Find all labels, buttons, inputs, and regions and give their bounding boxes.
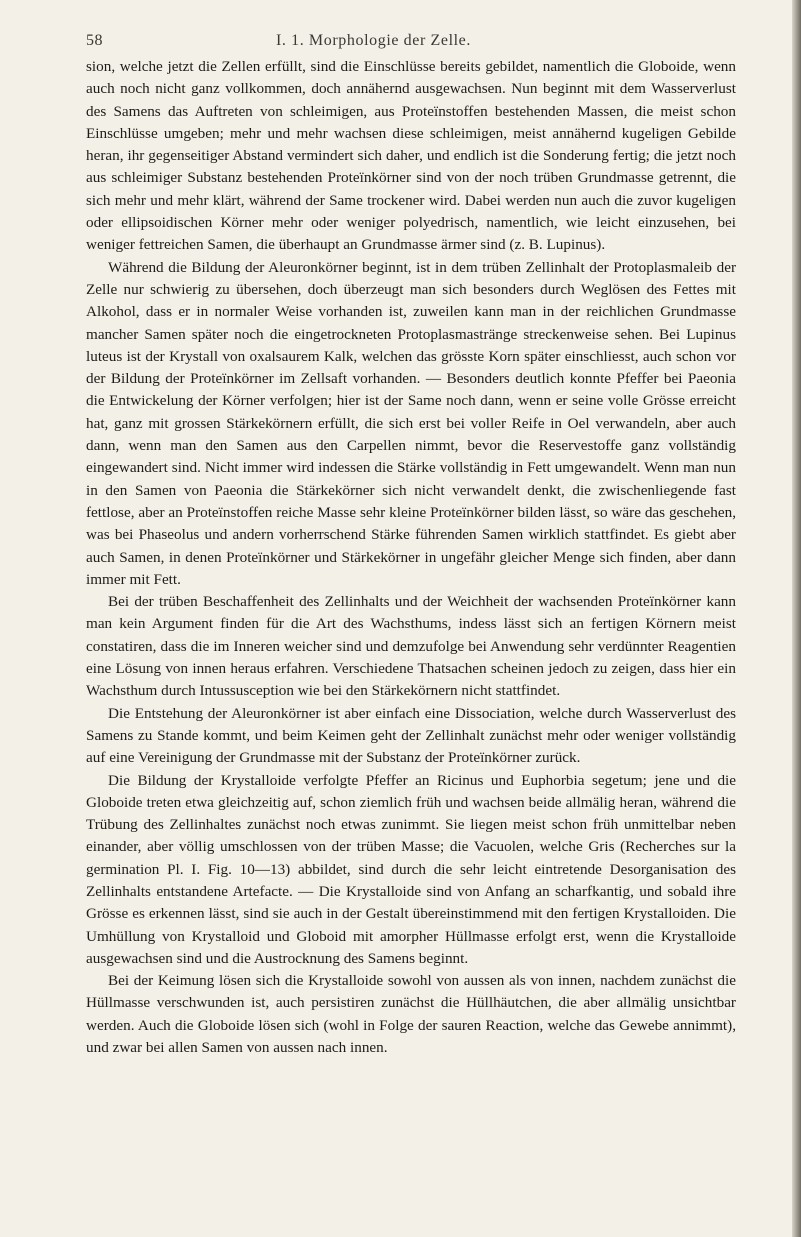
paragraph-6: Bei der Keimung lösen sich die Krystalloide sowohl von aussen als von innen, nachdem zunächst die Hüllmasse verschwunden ist, auch persistiren zunächst die Hüllhäutchen, die aber allmälig unsichtbar werden. Auch die Globoide lösen sich (wohl in Folge der sauren Reaction, welche das Gewebe annimmt), und zwar bei allen Samen von aussen nach innen. [86,972,736,1057]
paragraph-2: Während die Bildung der Aleuronkörner beginnt, ist in dem trüben Zellinhalt der Protoplasmaleib der Zelle nur schwierig zu übersehen, doch überzeugt man sich besonders durch Weglösen des Fettes mit Alkohol, dass er in normaler Weise vorhanden ist, zuweilen kann man in der reichlichen Grundmasse mancher Samen später noch die eingetrockneten Protoplasmastränge streckenweise sehen. Bei Lupinus luteus ist der Krystall von oxalsaurem Kalk, welchen das grösste Korn später einschliesst, auch schon vor der Bildung der Proteïnkörner im Zellsaft vorhanden. — Besonders deutlich konnte Pfeffer bei Paeonia die Entwickelung der Körner verfolgen; hier ist der Same noch dann, wenn er seine volle Grösse erreicht hat, ganz mit grossen Stärkekörnern erfüllt, die sich erst bei voller Reife in Oel verwandeln, aber auch dann, wenn man den Samen aus den Carpellen nimmt, bevor die Reservestoffe ganz vollständig eingewandert sind. Nicht immer wird indessen die Stärke vollständig in Fett umgewandelt. Wenn man nun in den Samen von Paeonia die Stärkekörner sich nicht verwandelt denkt, die zwischenliegende fast fettlose, aber an Proteïnstoffen reiche Masse sehr kleine Proteïnkörner bilden lässt, so wäre das geschehen, was bei Phaseolus und andern vorherrschend Stärke führenden Samen wirklich stattfindet. Es giebt aber auch Samen, in denen Proteïnkörner und Stärkekörner in ungefähr gleicher Menge sich finden, aber dann immer mit Fett. [86,258,736,588]
page-edge-shadow [792,0,801,1237]
paragraph-5: Die Bildung der Krystalloide verfolgte Pfeffer an Ricinus und Euphorbia segetum; jene und die Globoide treten etwa gleichzeitig auf, schon ziemlich früh und wachsen beide allmälig heran, während die Trübung des Zellinhaltes zunächst noch etwas zunimmt. Sie liegen meist schon früh unmittelbar neben einander, aber völlig umschlossen von der trüben Masse; die Vacuolen, welche Gris (Recherches sur la germination Pl. I. Fig. 10—13) abbildet, sind durch die sehr leicht eintretende Desorganisation des Zellinhalts entstandene Artefacte. — Die Krystalloide sind von Anfang an scharfkantig, und sobald ihre Grösse es erkennen lässt, sind sie auch in der Gestalt übereinstimmend mit den fertigen Krystalloiden. Die Umhüllung von Krystalloid und Globoid mit amorpher Hüllmasse erfolgt erst, wenn die Krystalloide ausgewachsen sind und die Austrocknung des Samens beginnt. [86,771,736,967]
running-header [86,30,726,56]
paragraph-1: sion, welche jetzt die Zellen erfüllt, sind die Einschlüsse bereits gebildet, namentlich die Globoide, wenn auch noch nicht ganz vollkommen, doch annähernd ausgewachsen. Nun beginnt mit dem Wasserverlust des Samens das Auftreten von schleimigen, aus Proteïnstoffen bestehenden Massen, die meist schon Einschlüsse umgeben; mehr und mehr wachsen diese schleimigen, meist annähernd kugeligen Gebilde heran, ihr gegenseitiger Abstand vermindert sich daher, und endlich ist die Sonderung fertig; die jetzt noch aus schleimiger Substanz bestehenden Proteïnkörner sind von der noch trüben Grundmasse getrennt, die sich mehr und mehr klärt, während der Same trockener wird. Dabei werden nun auch die zuvor kugeligen oder ellipsoidischen Körner mehr oder weniger polyedrisch, namentlich, wie leicht einzusehen, bei weniger fettreichen Samen, die überhaupt an Grundmasse ärmer sind (z. B. Lupinus). [86,58,736,254]
body-text [86,56,736,1059]
running-title: I. 1. Morphologie der Zelle. [276,32,471,49]
paragraph-4: Die Entstehung der Aleuronkörner ist aber einfach eine Dissociation, welche durch Wasserverlust des Samens zu Stande kommt, und beim Keimen geht der Zellinhalt zunächst mehr oder weniger vollständig auf eine Vereinigung der Grundmasse mit der Substanz der Proteïnkörner zurück. [86,704,736,767]
paragraph-3: Bei der trüben Beschaffenheit des Zellinhalts und der Weichheit der wachsenden Proteïnkörner kann man kein Argument finden für die Art des Wachsthums, indess lässt sich an fertigen Körnern meist constatiren, dass die im Inneren weicher sind und demzufolge bei Anwendung sehr verdünnter Reagentien eine Lösung von innen heraus erfahren. Verschiedene Thatsachen scheinen jedoch zu zeigen, dass hier ein Wachsthum durch Intussusception wie bei den Stärkekörnern nicht stattfindet. [86,593,736,700]
page-number: 58 [86,32,103,49]
